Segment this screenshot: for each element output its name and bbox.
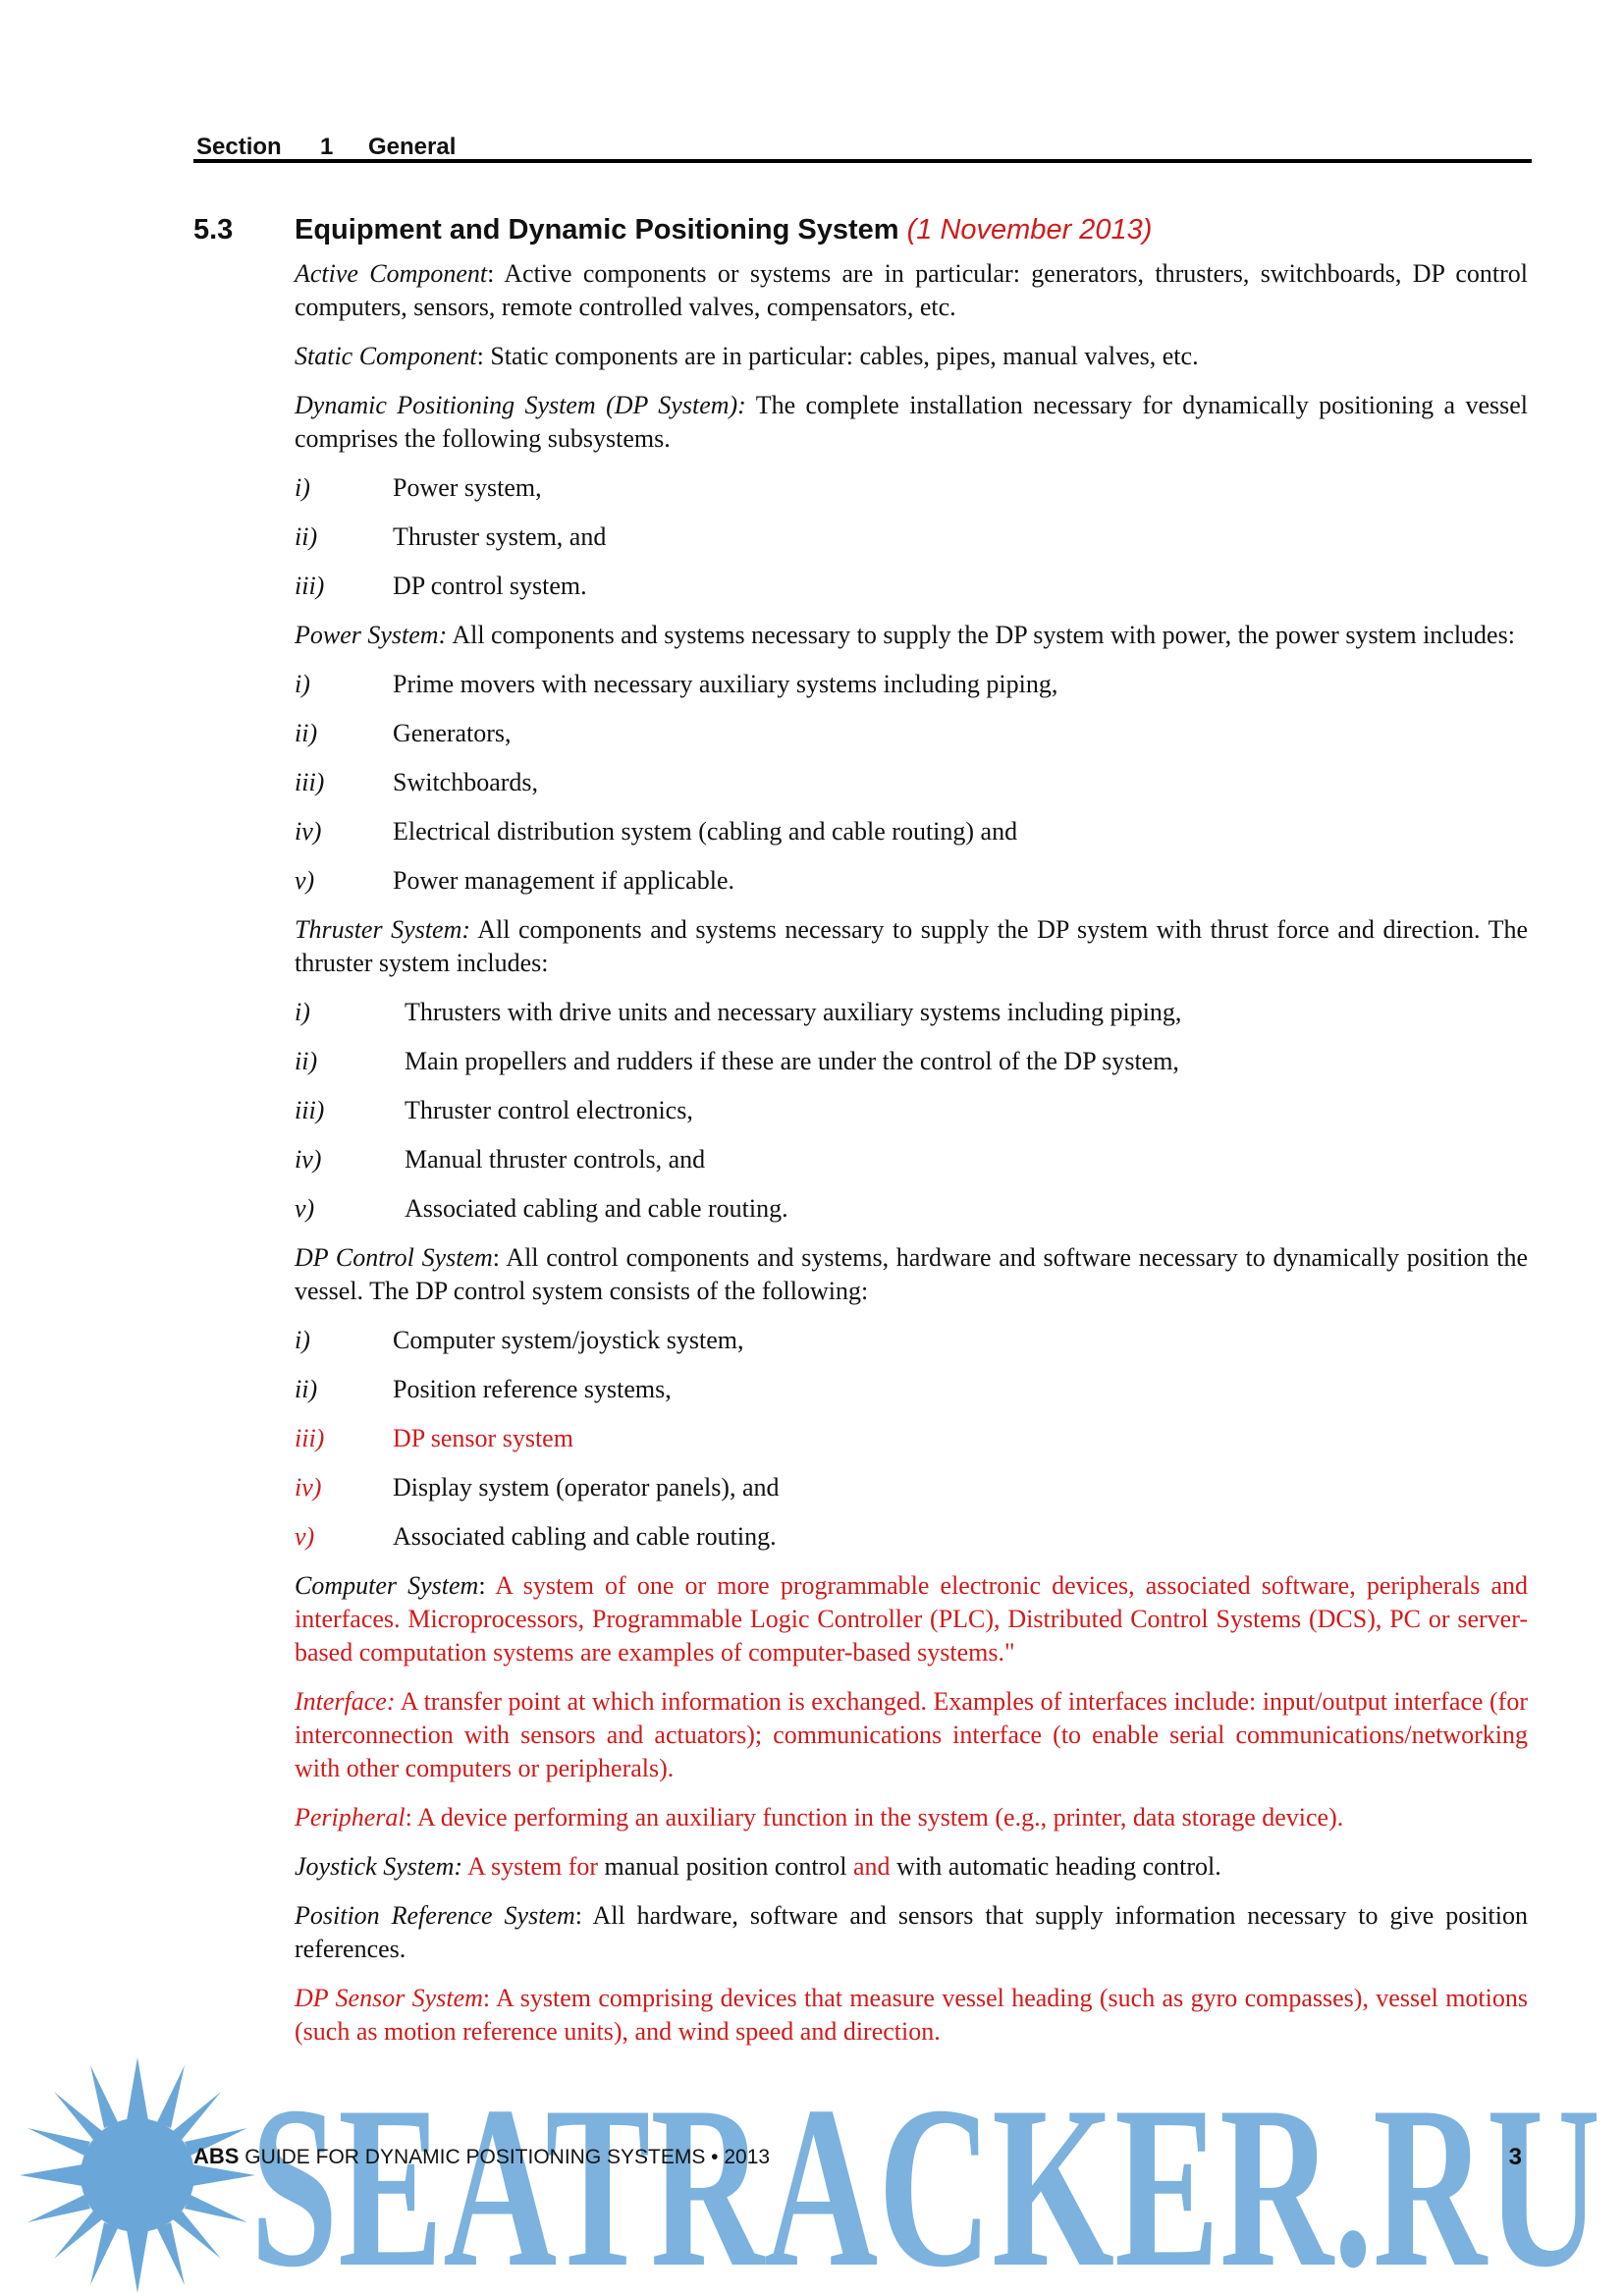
list-text: Main propellers and rudders if these are under the control of the DP system, <box>405 1047 1179 1075</box>
definition-revised-1: A system for <box>462 1852 599 1881</box>
list-label: v) <box>295 1522 315 1551</box>
definition: : All control components and systems, hardware and software necessary to dynamically position the vessel. The DP control system consists of the following: <box>295 1243 1528 1305</box>
watermark <box>250 2070 1605 2296</box>
paragraph-interface <box>295 1685 1528 1785</box>
definition: The complete installation necessary for dynamically positioning a vessel comprises the following subsystems. <box>295 391 1528 453</box>
definition: All components and systems necessary to supply the DP system with power, the power system includes: <box>447 621 1515 649</box>
definition: : A system comprising devices that measure vessel heading (such as gyro compasses), vessel motions (such as motion reference units), and wind speed and direction. <box>295 1984 1528 2046</box>
list-item <box>295 1471 1528 1504</box>
list-item <box>295 864 1528 898</box>
paragraph-computer-system <box>295 1569 1528 1669</box>
list-item <box>295 717 1528 750</box>
definition: A system of one or more programmable electronic devices, associated software, peripherals and interfaces. Microprocessors, Programmable Logic Controller (PLC), Distributed Control Systems (DCS), PC or server-based computation systems are examples of computer-based systems." <box>295 1571 1528 1667</box>
list-label: iii) <box>295 768 325 796</box>
paragraph-dp-control-system <box>295 1241 1528 1308</box>
term: DP Sensor System <box>295 1984 483 2012</box>
term: Static Component <box>295 342 477 370</box>
list-item <box>295 815 1528 848</box>
term: DP Control System <box>295 1243 493 1272</box>
list-text: Thruster system, and <box>393 522 607 551</box>
list-label: i) <box>295 1326 310 1354</box>
section-label: Section <box>196 134 282 160</box>
list-item-revised <box>295 1422 1528 1455</box>
list-label: iv) <box>295 1145 322 1174</box>
list-text: Thrusters with drive units and necessary auxiliary systems including piping, <box>405 998 1182 1026</box>
list-text: Associated cabling and cable routing. <box>393 1522 777 1551</box>
list-text: Position reference systems, <box>393 1375 672 1403</box>
paragraph-dp-sensor-system <box>295 1982 1528 2049</box>
list-item <box>295 570 1528 603</box>
term: Power System: <box>295 621 448 649</box>
definition: : All hardware, software and sensors that supply information necessary to give position references. <box>295 1901 1528 1963</box>
list-label: iv) <box>295 817 322 846</box>
term: Computer System <box>295 1571 479 1600</box>
list-label: v) <box>295 866 315 895</box>
definition-revised-2: and <box>846 1852 891 1881</box>
definition-1: manual position control <box>598 1852 847 1881</box>
list-text: Power management if applicable. <box>393 866 734 895</box>
term: Dynamic Positioning System (DP System): <box>295 391 746 419</box>
list-label: ii) <box>295 522 318 551</box>
page-number: 3 <box>1508 2144 1522 2170</box>
term: Joystick System: <box>295 1852 463 1881</box>
list-item <box>295 1324 1528 1357</box>
list-text: Associated cabling and cable routing. <box>405 1194 788 1223</box>
term: Active Component <box>295 259 488 288</box>
list-text: Power system, <box>393 473 542 502</box>
page-footer <box>193 2144 1532 2177</box>
list-text: DP control system. <box>393 572 587 600</box>
section-title: General <box>368 134 457 160</box>
list-item <box>295 1520 1528 1554</box>
paragraph-static-component <box>295 340 1528 373</box>
list-text: Manual thruster controls, and <box>405 1145 706 1174</box>
list-label: iv) <box>295 1473 322 1502</box>
list-label: i) <box>295 998 310 1026</box>
paragraph-power-system <box>295 619 1528 652</box>
list-item <box>295 1094 1528 1127</box>
heading-date: (1 November 2013) <box>906 214 1153 246</box>
term: Interface: <box>295 1687 396 1716</box>
list-text: Computer system/joystick system, <box>393 1326 744 1354</box>
list-text: Thruster control electronics, <box>405 1096 693 1124</box>
list-item <box>295 766 1528 799</box>
section-number: 1 <box>320 134 334 160</box>
heading-title <box>295 214 1152 246</box>
list-label: ii) <box>295 1047 318 1075</box>
list-item <box>295 520 1528 554</box>
body-text <box>295 257 1528 2064</box>
definition-2: with automatic heading control. <box>890 1852 1221 1881</box>
list-text: DP sensor system <box>393 1424 573 1452</box>
term: Peripheral <box>295 1803 406 1831</box>
list-item <box>295 471 1528 505</box>
list-text: Generators, <box>393 719 512 747</box>
footer-org: ABS <box>193 2144 240 2168</box>
list-label: iii) <box>295 572 325 600</box>
list-item <box>295 1143 1528 1176</box>
definition: A transfer point at which information is exchanged. Examples of interfaces include: input/output interface (for interconnection with sensors and actuators); communications interface (to enable serial communications/networking with other computers or peripherals). <box>295 1687 1528 1782</box>
definition: : A device performing an auxiliary function in the system (e.g., printer, data storage device). <box>405 1803 1344 1831</box>
list-label: ii) <box>295 719 318 747</box>
paragraph-joystick-system <box>295 1850 1528 1884</box>
term: Position Reference System <box>295 1901 575 1930</box>
heading-title-text: Equipment and Dynamic Positioning System <box>295 214 899 246</box>
list-item <box>295 996 1528 1029</box>
list-text: Prime movers with necessary auxiliary systems including piping, <box>393 670 1058 698</box>
list-label: i) <box>295 473 310 502</box>
watermark-text: SEATRACKER.RU <box>250 2070 1600 2296</box>
definition: : Active components or systems are in particular: generators, thrusters, switchboards, DP control computers, sensors, remote controlled valves, compensators, etc. <box>295 259 1528 321</box>
list-text: Electrical distribution system (cabling and cable routing) and <box>393 817 1018 846</box>
list-label: iii) <box>295 1424 325 1452</box>
paragraph-position-reference-system <box>295 1899 1528 1966</box>
list-item <box>295 1373 1528 1406</box>
footer-title: GUIDE FOR DYNAMIC POSITIONING SYSTEMS • 2013 <box>244 2146 771 2168</box>
list-label: v) <box>295 1194 315 1223</box>
list-label: i) <box>295 670 310 698</box>
list-item <box>295 668 1528 701</box>
list-item <box>295 1192 1528 1226</box>
heading-number: 5.3 <box>193 214 234 246</box>
list-item <box>295 1045 1528 1078</box>
list-text: Switchboards, <box>393 768 539 796</box>
paragraph-peripheral <box>295 1801 1528 1834</box>
colon: : <box>478 1571 496 1600</box>
list-text: Display system (operator panels), and <box>393 1473 780 1502</box>
paragraph-thruster-system <box>295 913 1528 980</box>
paragraph-active-component <box>295 257 1528 324</box>
definition: : Static components are in particular: cables, pipes, manual valves, etc. <box>476 342 1199 370</box>
running-header <box>193 134 1532 163</box>
paragraph-dp-system <box>295 389 1528 456</box>
definition: All components and systems necessary to supply the DP system with thrust force and direction. The thruster system includes: <box>295 915 1528 977</box>
list-label: iii) <box>295 1096 325 1124</box>
term: Thruster System: <box>295 915 471 944</box>
list-label: ii) <box>295 1375 318 1403</box>
